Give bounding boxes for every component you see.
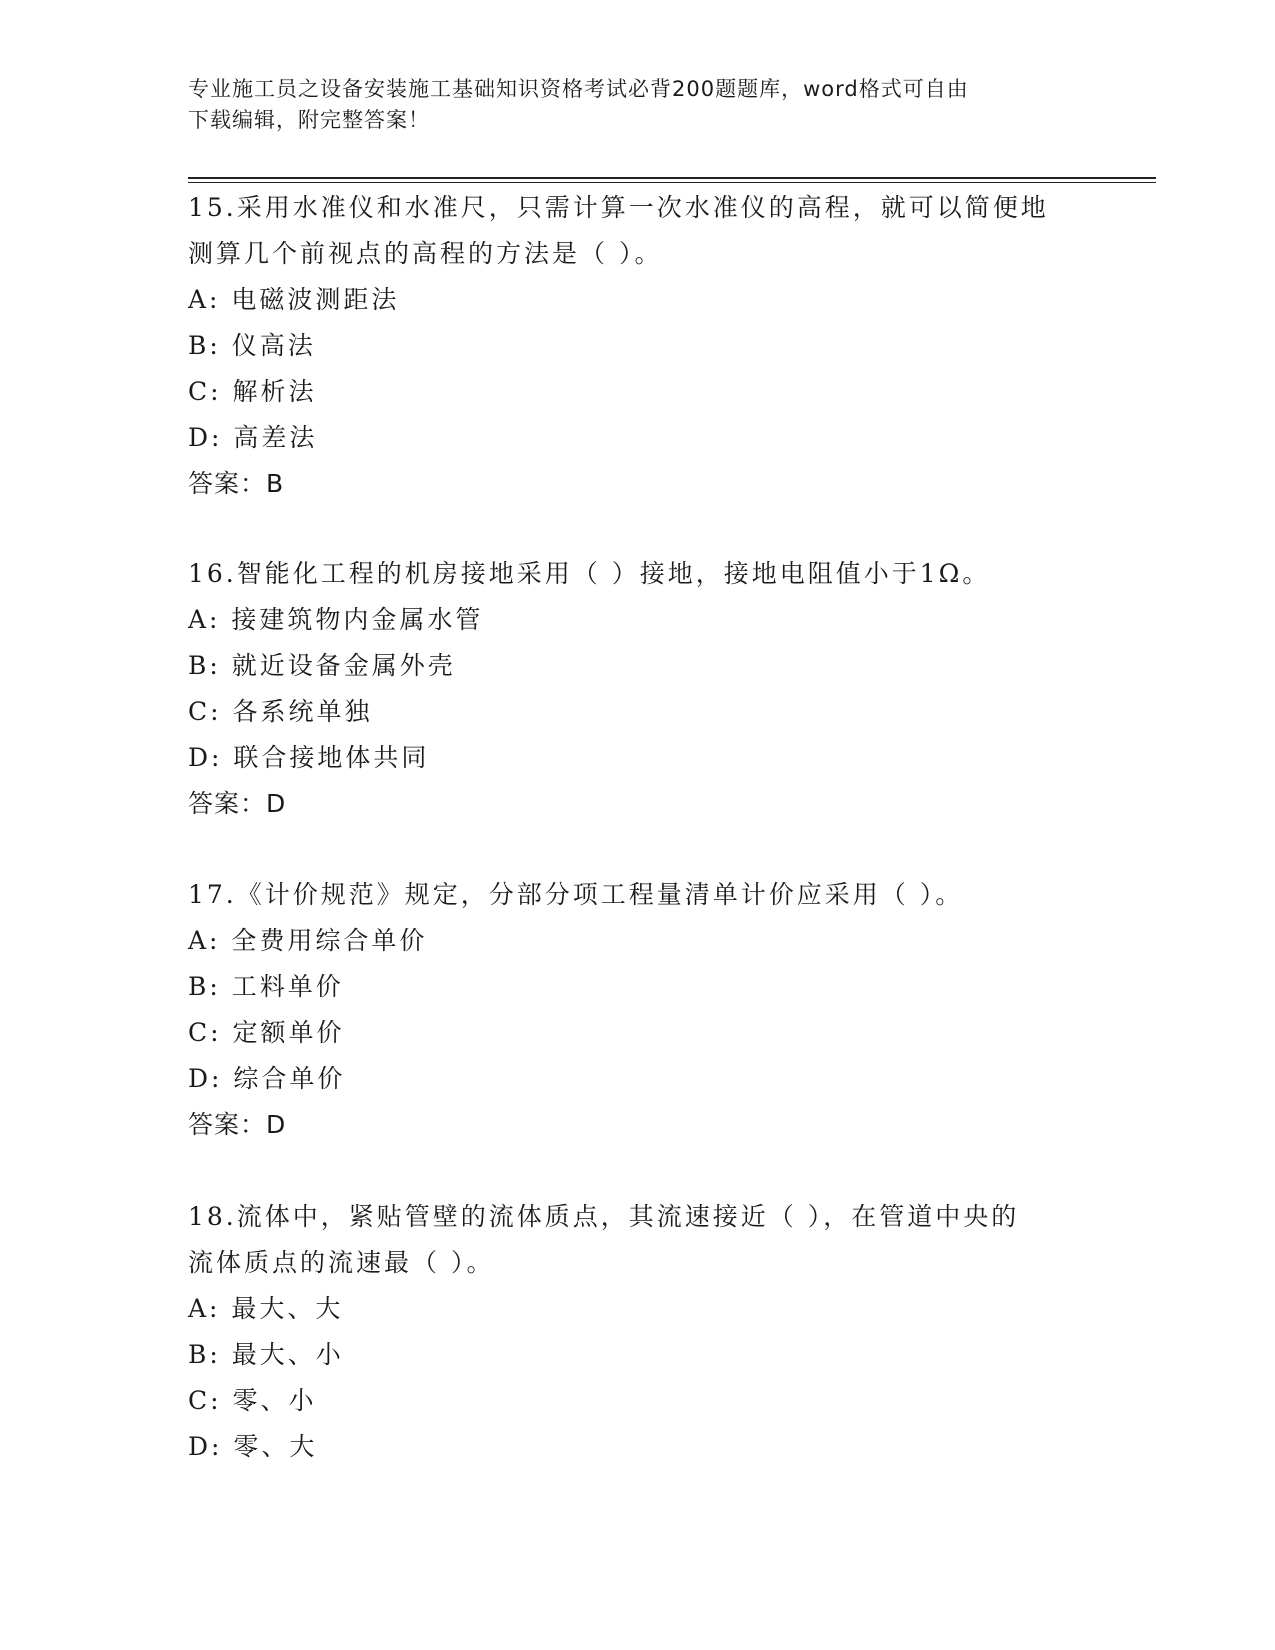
question-17 (188, 872, 1108, 1148)
document-header (188, 74, 1088, 136)
question-stem: 15.采用水准仪和水准尺，只需计算一次水准仪的高程，就可以简便地 (188, 193, 1049, 222)
question-stem: 16.智能化工程的机房接地采用（ ）接地，接地电阻值小于1Ω。 (188, 559, 991, 588)
option-c: C: 解析法 (188, 377, 317, 406)
header-line-1: 专业施工员之设备安装施工基础知识资格考试必背200题题库，word格式可自由 (188, 77, 969, 101)
header-divider-thick (188, 177, 1156, 179)
option-d: D: 高差法 (188, 423, 318, 452)
option-c: C: 定额单价 (188, 1018, 345, 1047)
option-c: C: 零、小 (188, 1386, 317, 1415)
question-18 (188, 1194, 1108, 1470)
option-b: B: 仪高法 (188, 331, 316, 360)
option-d: D: 零、大 (188, 1432, 318, 1461)
option-b: B: 最大、小 (188, 1340, 344, 1369)
answer: 答案：D (188, 789, 287, 818)
answer: 答案：D (188, 1110, 287, 1139)
option-d: D: 综合单价 (188, 1064, 346, 1093)
option-b: B: 就近设备金属外壳 (188, 651, 456, 680)
question-16 (188, 551, 1108, 827)
option-a: A: 接建筑物内金属水管 (188, 605, 484, 634)
option-c: C: 各系统单独 (188, 697, 373, 726)
option-b: B: 工料单价 (188, 972, 344, 1001)
option-a: A: 最大、大 (188, 1294, 344, 1323)
option-a: A: 全费用综合单价 (188, 926, 428, 955)
option-d: D: 联合接地体共同 (188, 743, 430, 772)
question-stem-continued: 测算几个前视点的高程的方法是（ ）。 (188, 239, 663, 268)
header-line-2: 下载编辑，附完整答案！ (188, 108, 430, 132)
question-stem: 18.流体中，紧贴管壁的流体质点，其流速接近（ ），在管道中央的 (188, 1202, 1020, 1231)
question-15 (188, 185, 1108, 507)
question-stem-continued: 流体质点的流速最（ ）。 (188, 1248, 495, 1277)
answer: 答案：B (188, 469, 285, 498)
header-divider-thin (188, 182, 1156, 183)
option-a: A: 电磁波测距法 (188, 285, 400, 314)
question-stem: 17.《计价规范》规定，分部分项工程量清单计价应采用（ ）。 (188, 880, 964, 909)
